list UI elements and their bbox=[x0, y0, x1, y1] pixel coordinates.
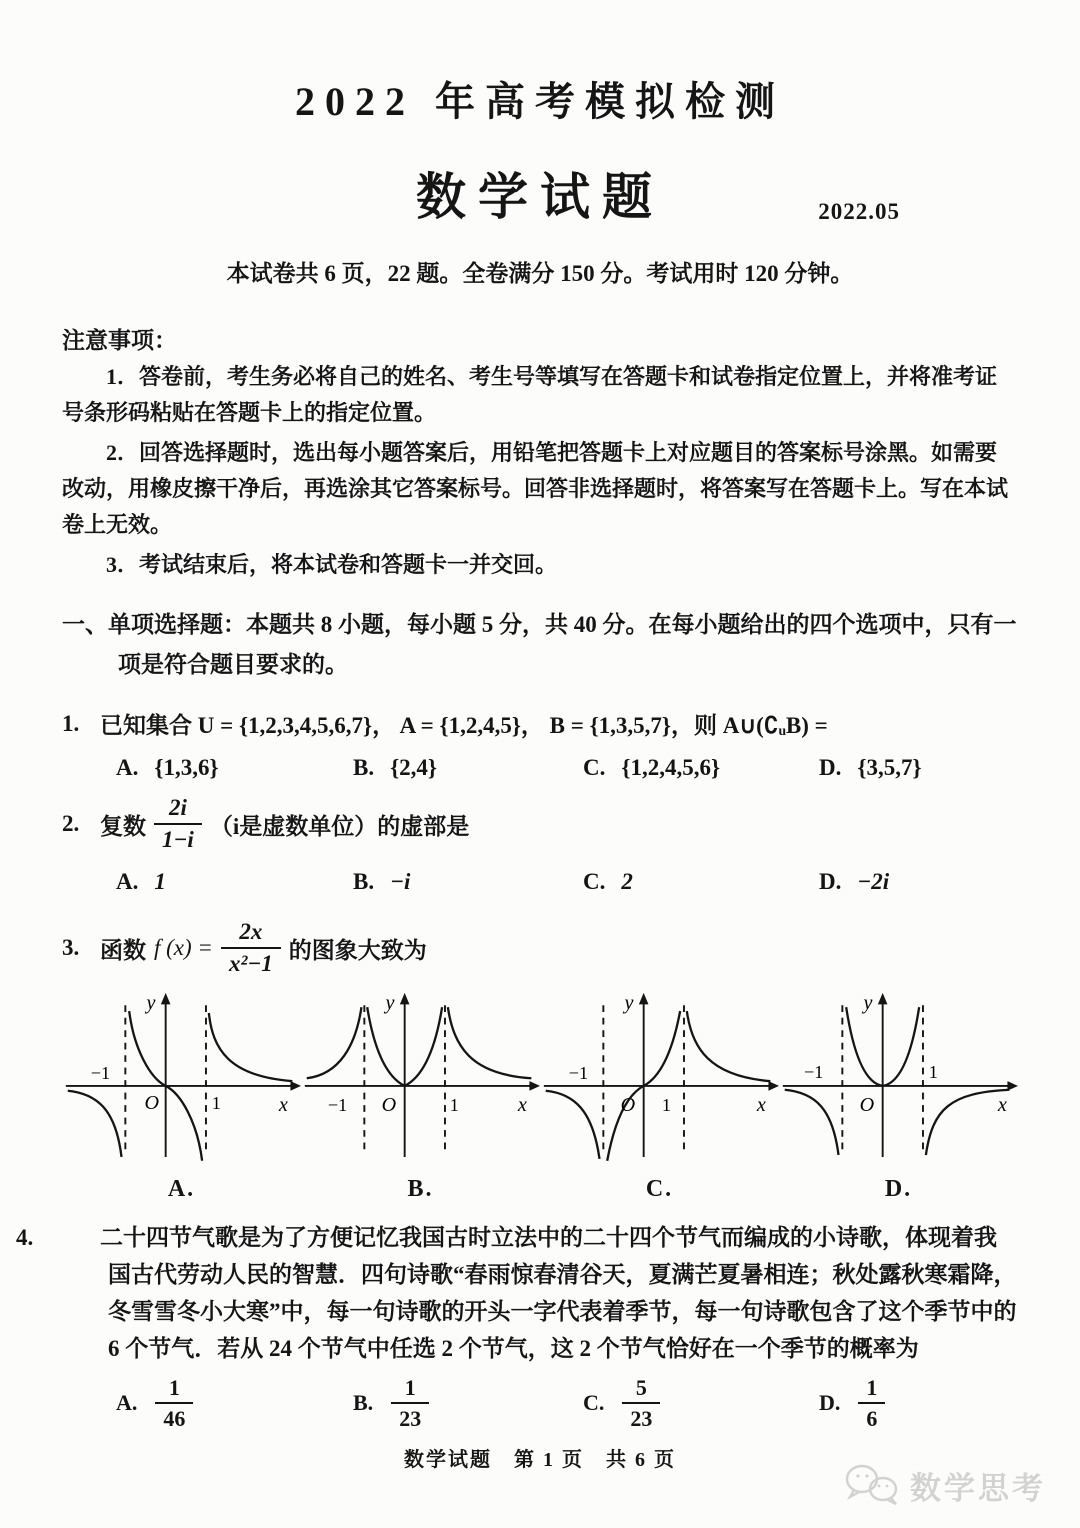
question-3-function: f (x) = bbox=[154, 935, 213, 961]
option-d bbox=[819, 1375, 1018, 1432]
graph-option-d bbox=[779, 986, 1018, 1182]
question-1-number: 1. bbox=[62, 710, 80, 736]
exam-date: 2022.05 bbox=[818, 199, 900, 224]
question-2-fraction bbox=[154, 795, 202, 854]
option-c-fraction bbox=[622, 1375, 660, 1432]
y-arrow-icon bbox=[400, 993, 410, 1005]
watermark bbox=[842, 1462, 1046, 1508]
y-label: y bbox=[624, 991, 634, 1014]
tick-neg1: −1 bbox=[803, 1061, 824, 1082]
notice-item-3: 3．考试结束后，将本试卷和答题卡一并交回。 bbox=[106, 552, 558, 577]
y-arrow-icon bbox=[639, 993, 649, 1005]
question-3-fraction bbox=[221, 919, 281, 978]
option-b bbox=[353, 869, 583, 895]
watermark-text: 数学思考 bbox=[910, 1470, 1046, 1506]
question-2-suffix: （i是虚数单位）的虚部是 bbox=[209, 813, 470, 839]
option-b-fraction bbox=[391, 1375, 429, 1432]
x-arrow-icon bbox=[768, 1081, 779, 1091]
wechat-logo-icon bbox=[842, 1462, 904, 1508]
origin-label: O bbox=[859, 1093, 875, 1116]
fraction-numerator: 2i bbox=[168, 795, 187, 820]
curve bbox=[209, 1013, 293, 1081]
notice-item-2: 2．回答选择题时，选出每小题答案后，用铅笔把答题卡上对应题目的答案标号涂黑。如需要改动，用橡皮擦干净后，再选涂其它答案标号。回答非选择题时，将答案写在答题卡上。写在本试卷上无效。 bbox=[62, 440, 1009, 537]
origin-label: O bbox=[144, 1091, 160, 1114]
graph-letter-c: C. bbox=[645, 1175, 674, 1202]
question-3-suffix: 的图象大致为 bbox=[288, 937, 427, 963]
option-a-value: 1 bbox=[154, 868, 166, 894]
x-arrow-icon bbox=[290, 1081, 301, 1091]
graph-option-letters bbox=[62, 1176, 1018, 1203]
curve bbox=[546, 1090, 600, 1158]
option-a bbox=[116, 1375, 353, 1432]
option-a-label: A. bbox=[116, 755, 139, 780]
option-c-label: C. bbox=[583, 755, 606, 780]
curve bbox=[68, 1090, 122, 1156]
question-2-prefix: 复数 bbox=[100, 813, 146, 839]
origin-label: O bbox=[620, 1093, 636, 1116]
tick-1: 1 bbox=[928, 1061, 938, 1082]
y-label: y bbox=[385, 991, 395, 1014]
option-b-value: {2,4} bbox=[390, 755, 437, 780]
question-4 bbox=[16, 1219, 1018, 1367]
origin-label: O bbox=[381, 1093, 397, 1116]
tick-1: 1 bbox=[211, 1092, 221, 1113]
x-label: x bbox=[278, 1093, 288, 1116]
fraction-numerator: 1 bbox=[404, 1374, 416, 1400]
exam-subject-title: 数学试题 bbox=[416, 169, 664, 225]
fraction-denominator: 23 bbox=[391, 1402, 429, 1431]
option-b-label: B. bbox=[353, 868, 375, 894]
question-2 bbox=[62, 795, 1018, 854]
question-3-prefix: 函数 bbox=[100, 937, 146, 963]
fraction-numerator: 2x bbox=[239, 918, 263, 944]
option-c-label: C. bbox=[583, 868, 606, 894]
option-d-fraction bbox=[858, 1375, 885, 1432]
option-a-label: A. bbox=[116, 1390, 138, 1416]
option-b-value: −i bbox=[390, 868, 411, 894]
exam-meta-line: 本试卷共 6 页，22 题。全卷满分 150 分。考试用时 120 分钟。 bbox=[226, 261, 854, 286]
option-b-label: B. bbox=[353, 1390, 374, 1416]
option-b-label: B. bbox=[353, 755, 375, 780]
fraction-denominator: 46 bbox=[155, 1402, 193, 1431]
curve bbox=[687, 1011, 771, 1081]
fraction-numerator: 1 bbox=[168, 1374, 180, 1400]
question-4-number: 4. bbox=[16, 1224, 34, 1250]
option-b bbox=[353, 1375, 583, 1432]
question-1 bbox=[62, 707, 1018, 740]
question-3-number: 3. bbox=[62, 935, 80, 961]
fraction-denominator: 6 bbox=[858, 1402, 885, 1431]
question-3 bbox=[62, 919, 1018, 978]
tick-1: 1 bbox=[661, 1094, 672, 1115]
option-a bbox=[116, 755, 353, 781]
tick-1: 1 bbox=[449, 1094, 459, 1115]
graph-letter-a: A. bbox=[167, 1175, 196, 1202]
fraction-denominator: 1−i bbox=[154, 823, 202, 853]
option-d-label: D. bbox=[819, 1390, 841, 1416]
curve bbox=[926, 1090, 1010, 1155]
fraction-numerator: 5 bbox=[635, 1374, 647, 1400]
fraction-denominator: x²−1 bbox=[221, 947, 281, 977]
graph-option-b bbox=[301, 986, 540, 1182]
curve bbox=[785, 1090, 839, 1155]
page-footer: 数学试题 第 1 页 共 6 页 bbox=[404, 1449, 676, 1471]
option-c bbox=[583, 755, 819, 781]
option-a bbox=[116, 869, 353, 895]
y-arrow-icon bbox=[878, 993, 888, 1005]
option-a-fraction bbox=[155, 1375, 193, 1432]
question-4-stem: 二十四节气歌是为了方便记忆我国古时立法中的二十四个节气而编成的小诗歌，体现着我国古代劳动人民的智慧．四句诗歌“春雨惊春清谷天，夏满芒夏暑相连；秋处露秋寒霜降，冬雪雪冬小大寒”中，每一句诗歌的开头一字代表着季节，每一句诗歌包含了这个季节中的 6 个节气．若从 24 个节气中任选 2 个节气，这 2 个节气恰好在一个季节的概率为 bbox=[100, 1224, 1017, 1361]
option-d bbox=[819, 755, 1018, 781]
curve bbox=[448, 1007, 532, 1078]
x-label: x bbox=[517, 1093, 527, 1116]
tick-neg1: −1 bbox=[568, 1062, 589, 1083]
question-4-options bbox=[62, 1375, 1018, 1432]
tick-neg1: −1 bbox=[90, 1062, 111, 1083]
y-label: y bbox=[863, 991, 873, 1014]
x-label: x bbox=[997, 1093, 1007, 1116]
question-1-stem: 已知集合 U = {1,2,3,4,5,6,7}， A = {1,2,4,5}， B = {1,3,5,7}，则 A∪(∁ᵤB) = bbox=[100, 713, 828, 738]
question-3-graphs bbox=[62, 986, 1018, 1182]
notice-item-1: 1．答卷前，考生务必将自己的姓名、考生号等填写在答题卡和试卷指定位置上，并将准考证号条形码粘贴在答题卡上的指定位置。 bbox=[62, 364, 998, 425]
option-d-label: D. bbox=[819, 755, 842, 780]
y-label: y bbox=[146, 991, 156, 1014]
page-title: 2022 年高考模拟检测 bbox=[295, 79, 785, 124]
question-1-options bbox=[62, 755, 1018, 781]
option-c bbox=[583, 1375, 819, 1432]
graph-option-a bbox=[62, 986, 301, 1182]
question-2-number: 2. bbox=[62, 811, 80, 837]
option-c bbox=[583, 869, 819, 895]
fraction-numerator: 1 bbox=[866, 1374, 878, 1400]
option-d-label: D. bbox=[819, 868, 842, 894]
option-a-value: {1,3,6} bbox=[154, 755, 219, 780]
option-c-label: C. bbox=[583, 1390, 605, 1416]
option-b bbox=[353, 755, 583, 781]
graph-letter-d: D. bbox=[884, 1175, 913, 1202]
x-label: x bbox=[756, 1093, 766, 1116]
option-d-value: {3,5,7} bbox=[857, 755, 922, 780]
y-arrow-icon bbox=[161, 993, 171, 1005]
question-2-options bbox=[62, 869, 1018, 895]
graph-letter-b: B. bbox=[407, 1175, 434, 1202]
graph-option-c bbox=[540, 986, 779, 1182]
x-arrow-icon bbox=[529, 1081, 540, 1091]
option-d bbox=[819, 869, 1018, 895]
notice-heading: 注意事项： bbox=[62, 328, 177, 353]
option-c-value: {1,2,4,5,6} bbox=[621, 755, 721, 780]
curve bbox=[307, 1007, 362, 1078]
option-a-label: A. bbox=[116, 868, 139, 894]
option-c-value: 2 bbox=[621, 868, 633, 894]
subtitle-row bbox=[62, 157, 1018, 229]
fraction-denominator: 23 bbox=[622, 1402, 660, 1431]
tick-neg1: −1 bbox=[327, 1094, 348, 1115]
option-d-value: −2i bbox=[857, 868, 890, 894]
section-heading: 一、单项选择题：本题共 8 小题，每小题 5 分，共 40 分。在每小题给出的四个选项中，只有一项是符合题目要求的。 bbox=[62, 612, 1017, 677]
